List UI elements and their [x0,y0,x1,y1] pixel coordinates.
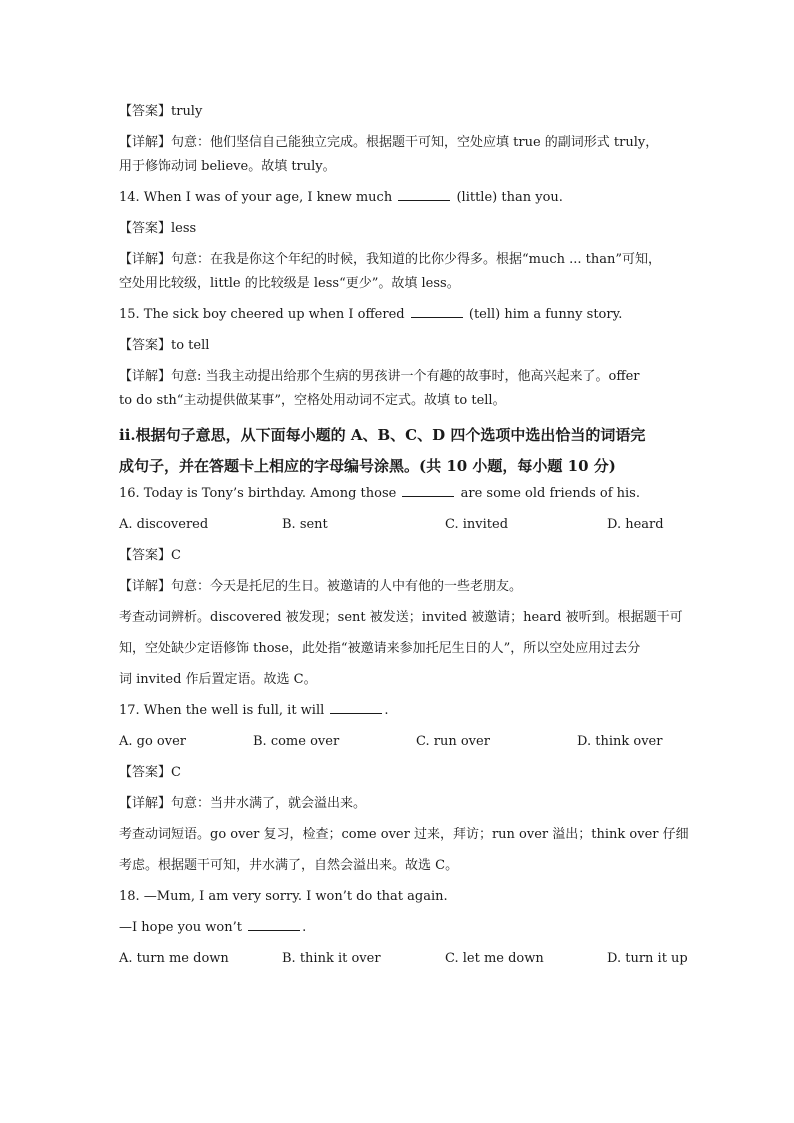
explanation-14-line2: 空处用比较级，little 的比较级是 less“更少”。故填 less。 [119,276,460,291]
question-16-text: 16. Today is Tony’s birthday. Among those [119,486,401,501]
option-c[interactable]: C. run over [416,734,490,749]
answer-blank [402,482,454,497]
answer-13: 【答案】truly [119,104,203,119]
question-14-tail: (little) than you. [452,190,563,205]
question-17-text: 17. When the well is full, it will [119,703,329,718]
explanation-13-line1: 【详解】句意：他们坚信自己能独立完成。根据题干可知，空处应填 true 的副词形式 truly， [119,135,659,150]
question-18: 18. —Mum, I am very sorry. I won’t do that again. [119,889,448,904]
options-17 [119,730,689,761]
option-c[interactable]: C. invited [445,517,509,532]
explanation-14-line1: 【详解】句意：在我是你这个年纪的时候，我知道的比你少得多。根据“much ... than”可知， [119,252,662,267]
explanation-17-line2: 考查动词短语。go over 复习，检查；come over 过来，拜访；run over 溢出；think over 仔细 [119,827,689,842]
page-content [119,100,689,978]
option-d[interactable]: D. turn it up [607,951,688,966]
explanation-17-line1: 【详解】句意：当井水满了，就会溢出来。 [119,796,367,811]
option-a[interactable]: A. discovered [119,517,209,532]
option-d[interactable]: D. heard [607,517,664,532]
explanation-16-line4: 词 invited 作后置定语。故选 C。 [119,672,317,687]
option-a[interactable]: A. go over [119,734,187,749]
question-14 [119,186,689,217]
explanation-15-line2: to do sth“主动提供做某事”，空格处用动词不定式。故填 to tell。 [119,393,506,408]
option-b[interactable]: B. come over [253,734,340,749]
question-18-response-tail: . [302,920,307,935]
question-15-text: 15. The sick boy cheered up when I offered [119,307,409,322]
explanation-16-line3: 知，空处缺少定语修饰 those，此处指“被邀请来参加托尼生日的人”，所以空处应用过去分 [119,641,641,656]
option-b[interactable]: B. think it over [282,951,381,966]
question-16-tail: are some old friends of his. [456,486,640,501]
question-18-response-text: —I hope you won’t [119,920,247,935]
question-15 [119,303,689,334]
answer-14: 【答案】less [119,221,197,236]
section-heading-line2: 成句子，并在答题卡上相应的字母编号涂黑。(共 10 小题，每小题 10 分) [119,457,616,475]
question-15-tail: (tell) him a funny story. [464,307,623,322]
question-18-response [119,916,689,947]
option-b[interactable]: B. sent [282,517,328,532]
answer-blank [411,303,463,318]
answer-blank [398,186,450,201]
explanation-13-line2: 用于修饰动词 believe。故填 truly。 [119,159,336,174]
question-16 [119,482,689,513]
explanation-16-line1: 【详解】句意：今天是托尼的生日。被邀请的人中有他的一些老朋友。 [119,579,523,594]
options-18 [119,947,689,978]
option-a[interactable]: A. turn me down [119,951,229,966]
answer-17: 【答案】C [119,765,181,780]
explanation-17-line3: 考虑。根据题干可知，井水满了，自然会溢出来。故选 C。 [119,858,459,873]
question-14-text: 14. When I was of your age, I knew much [119,190,397,205]
answer-15: 【答案】to tell [119,338,210,353]
question-17-tail: . [384,703,389,718]
explanation-16-line2: 考查动词辨析。discovered 被发现；sent 被发送；invited 被邀请；heard 被听到。根据题干可 [119,610,683,625]
answer-16: 【答案】C [119,548,181,563]
explanation-15-line1: 【详解】句意: 当我主动提出给那个生病的男孩讲一个有趣的故事时，他高兴起来了。offer [119,369,640,384]
section-heading-line1: ii.根据句子意思，从下面每小题的 A、B、C、D 四个选项中选出恰当的词语完 [119,426,646,444]
options-16 [119,513,689,544]
option-d[interactable]: D. think over [577,734,663,749]
option-c[interactable]: C. let me down [445,951,544,966]
answer-blank [248,916,300,931]
question-17 [119,699,689,730]
answer-blank [330,699,382,714]
